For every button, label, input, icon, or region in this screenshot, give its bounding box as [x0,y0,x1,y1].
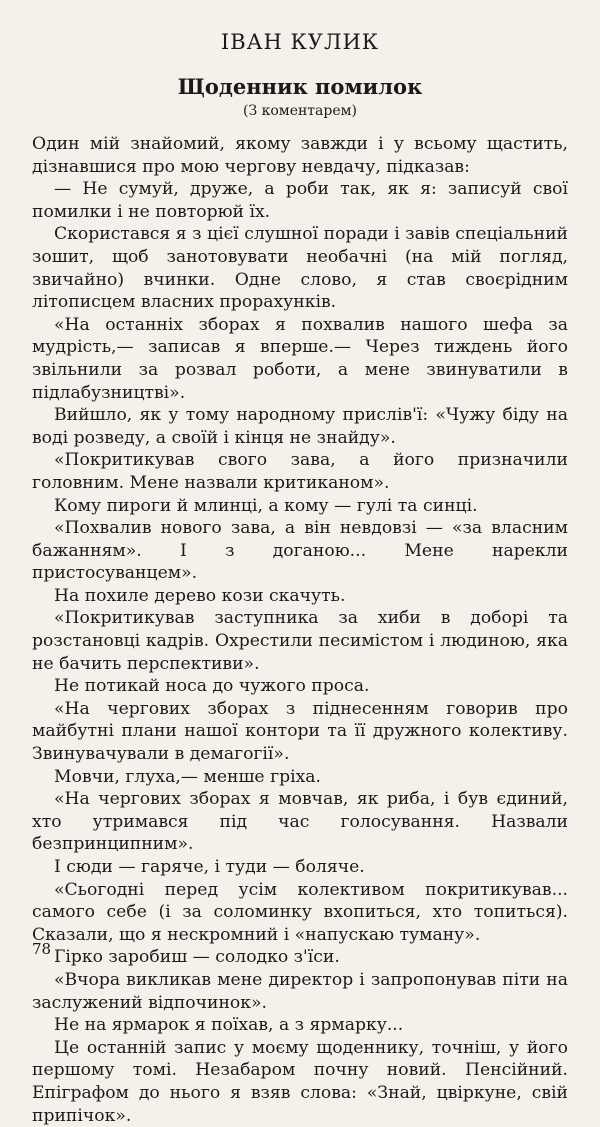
paragraph: «Покритикував свого зава, а його призначили головним. Мене назвали критиканом». [32,450,568,493]
paragraph: «Покритикував заступника за хиби в доборі та розстановці кадрів. Охрестили песимістом і людиною, яка не бачить перспективи». [32,608,568,674]
paragraph: — Не сумуй, друже, а роби так, як я: записуй свої помилки і не повторюй їх. [32,179,568,222]
story-body [32,133,568,1127]
paragraph: Гірко заробиш — солодко з'їси. [54,947,340,968]
paragraph: Один мій знайомий, якому завжди і у всьому щастить, дізнавшися про мою чергову невдачу, підказав: [32,134,568,177]
paragraph: «Похвалив нового зава, а він невдовзі — «за власним бажанням». І з доганою... Мене нарекли пристосуванцем». [32,518,568,584]
paragraph: На похиле дерево кози скачуть. [54,585,346,606]
story-subtitle: (З коментарем) [242,103,357,119]
paragraph: Це останній запис у моєму щоденнику, точніш, у його першому томі. Незабаром почну новий. Пенсійний. Епіграфом до нього я взяв слова: «Знай, цвіркуне, свій припічок». [32,1037,568,1126]
paragraph: «Сьогодні перед усім колективом покритикував... самого себе (і за соломинку вхопиться, хто топиться). Сказали, що я нескромний і «напускаю туману». [32,879,568,945]
story-title: Щоденник помилок [177,74,423,99]
author-name: ІВАН КУЛИК [220,30,380,54]
paragraph: Скористався я з цієї слушної поради і завів спеціальний зошит, щоб занотовувати необачні (на мій погляд, звичайно) вчинки. Одне слово, я став своєрідним літописцем власних прорахунків. [32,224,568,313]
paragraph: «На чергових зборах я мовчав, як риба, і був єдиний, хто утримався під час голосування. Назвали безпринципним». [32,789,568,855]
paragraph: Не потикай носа до чужого проса. [54,676,370,697]
paragraph: Не на ярмарок я поїхав, а з ярмарку... [54,1015,404,1036]
paragraph: Мовчи, глуха,— менше гріха. [54,766,321,787]
paragraph: Кому пироги й млинці, а кому — гулі та синці. [54,495,478,516]
paragraph: І сюди — гаряче, і туди — боляче. [54,857,365,877]
paragraph: «На останніх зборах я похвалив нашого шефа за мудрість,— записав я вперше.— Через тиждень його звільнили за розвал роботи, а мене звинуватили в підлабузництві». [32,314,568,403]
paragraph: Вийшло, як у тому народному прислів'ї: «Чужу біду на воді розведу, а своїй і кінця не знайду». [32,405,568,448]
paragraph: «Вчора викликав мене директор і запропонував піти на заслужений відпочинок». [32,969,568,1013]
page-number: 78 [32,940,52,958]
paragraph: «На чергових зборах з піднесенням говорив про майбутні плани нашої контори та її дружного колективу. Звинувачували в демагогії». [32,698,568,765]
